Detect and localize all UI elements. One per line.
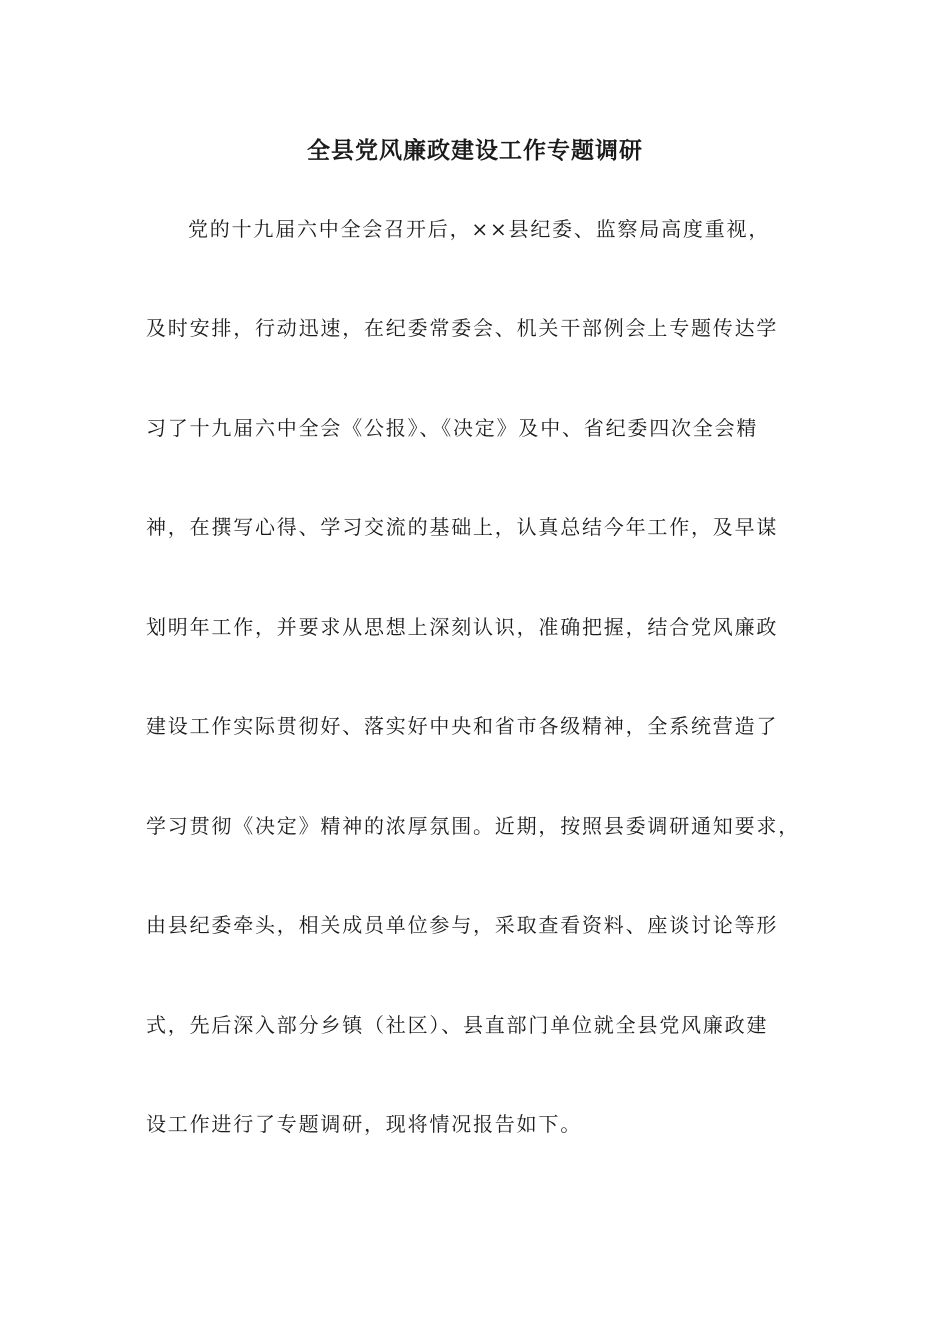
paragraph-line: 习了十九届六中全会《公报》、《决定》及中、省纪委四次全会精 (146, 416, 759, 440)
paragraph-line: 设工作进行了专题调研，现将情况报告如下。 (146, 1112, 582, 1136)
paragraph-line: 由县纪委牵头，相关成员单位参与，采取查看资料、座谈讨论等形 (146, 913, 779, 937)
paragraph-line: 神，在撰写心得、学习交流的基础上，认真总结今年工作，及早谋 (146, 515, 779, 539)
paragraph-line: 及时安排，行动迅速，在纪委常委会、机关干部例会上专题传达学 (146, 316, 779, 340)
paragraph-line: 式，先后深入部分乡镇（社区）、县直部门单位就全县党风廉政建 (146, 1013, 769, 1037)
paragraph-line: 党的十九届六中全会召开后，××县纪委、监察局高度重视， (188, 217, 771, 241)
paragraph-line: 学习贯彻《决定》精神的浓厚氛围。近期，按照县委调研通知要求， (146, 814, 800, 838)
paragraph-line: 划明年工作，并要求从思想上深刻认识，准确把握，结合党风廉政 (146, 615, 779, 639)
document-title: 全县党风廉政建设工作专题调研 (307, 137, 643, 164)
paragraph-line: 建设工作实际贯彻好、落实好中央和省市各级精神，全系统营造了 (146, 714, 779, 738)
